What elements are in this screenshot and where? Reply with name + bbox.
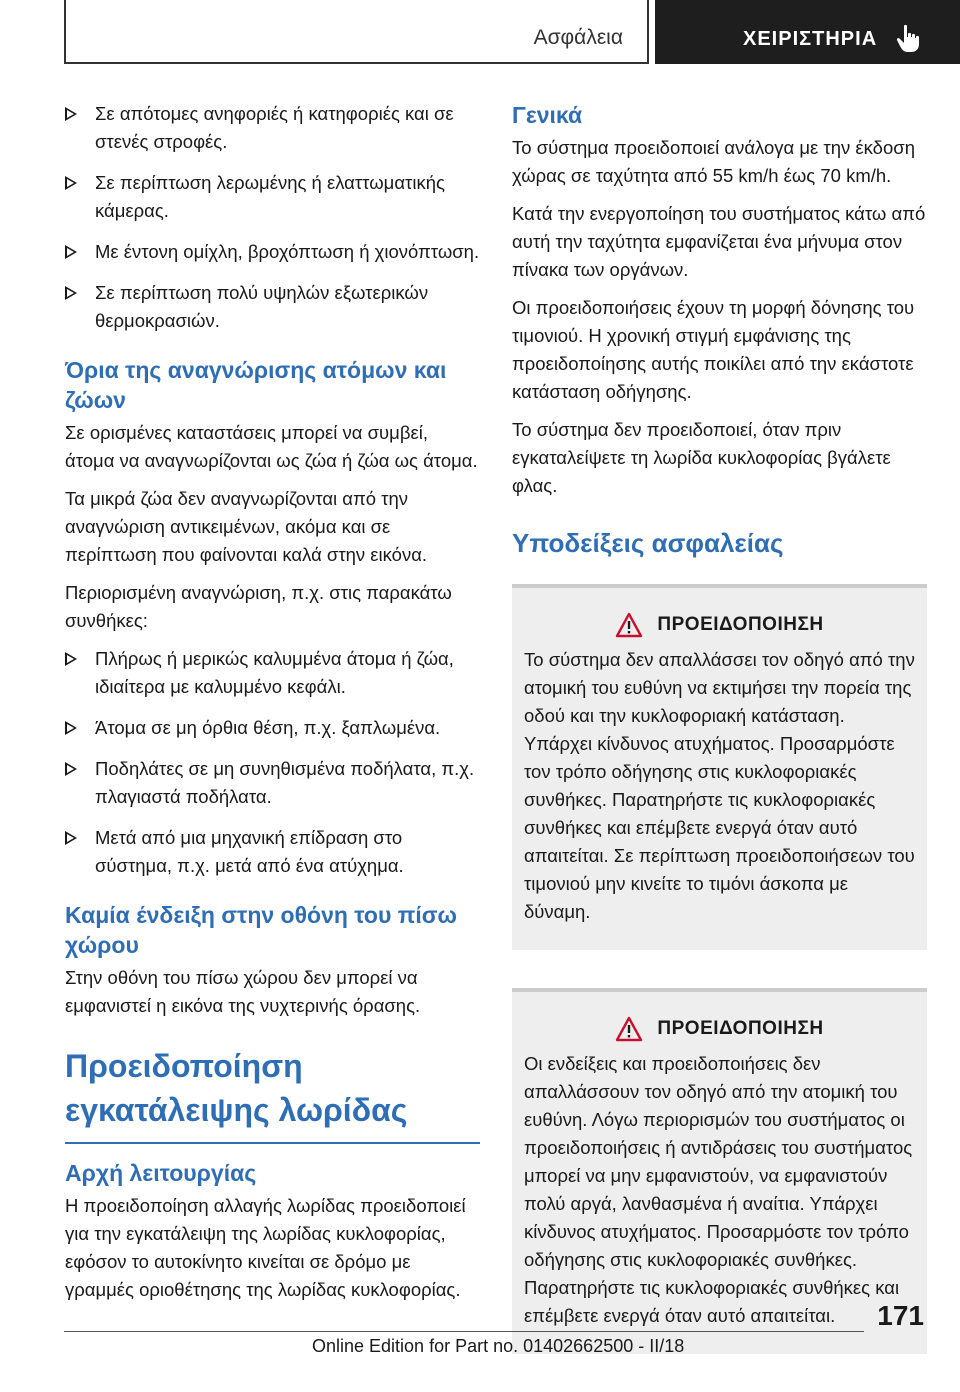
limits-paragraph-2: Τα μικρά ζώα δεν αναγνωρίζονται από την αναγνώριση αντικειμένων, ακόμα και σε περίπτωση που φαίνονται καλά στην εικόνα. (65, 488, 428, 565)
limits-paragraph-3: Περιορισμένη αναγνώριση, π.χ. στις παρακάτω συνθήκες: (65, 582, 452, 631)
edition-footer: Online Edition for Part no. 01402662500 - II/18 (312, 1336, 685, 1356)
warning-header (524, 612, 915, 638)
section-title: Ασφάλεια (533, 26, 623, 49)
warning-text: Το σύστημα δεν απαλλάσσει τον οδηγό από την ατομική του ευθύνη να εκτιμήσει την πορεία της οδού και την κυκλοφοριακή κατάσταση. Υπάρχει κίνδυνος ατυχήματος. Προσαρμόστε τον τρόπο οδήγησης στις κυκλοφοριακές συνθήκες. Παρατηρήστε τις κυκλοφοριακές συνθήκες και επέμβετε ενεργά όταν αυτό απαιτείται. Σε περίπτωση προειδοποιήσεων του τιμονιού μην κινείτε το τιμόνι άσκοπα με δύναμη. (524, 649, 915, 922)
warning-text: Οι ενδείξεις και προειδοποιήσεις δεν απαλλάσσουν τον οδηγό από την ατομική του ευθύνη. Λόγω περιορισμών του συστήματος οι προειδοποιήσεις ή αντιδράσεις του συστήματος μπορεί να μην εμφανιστούν, να εμφανιστούν πολύ αργά, λανθασμένα ή αναίτια. Υπάρχει κίνδυνος ατυχήματος. Προσαρμόστε τον τρόπο οδήγησης στις κυκλοφοριακές συνθήκες. Παρατηρήστε τις κυκλοφοριακές συνθήκες και επέμβετε ενεργά όταν αυτό απαιτείται. (524, 1053, 913, 1326)
warning-title: ΠΡΟΕΙΔΟΠΟΙΗΣΗ (657, 1018, 824, 1039)
general-paragraph-1: Το σύστημα προειδοποιεί ανάλογα με την έκδοση χώρας σε ταχύτητα από 55 km/h έως 70 km/h. (512, 137, 915, 186)
bullet-triangle-icon (65, 176, 77, 190)
list-item: Σε περίπτωση λερωμένης ή ελαττωματικής κάμερας. (65, 169, 480, 225)
list-item: Πλήρως ή μερικώς καλυμμένα άτομα ή ζώα, ιδιαίτερα με καλυμμένο κεφάλι. (65, 645, 480, 701)
list-item: Σε περίπτωση πολύ υψηλών εξωτερικών θερμοκρασιών. (65, 279, 480, 335)
limits-heading: Όρια της αναγνώρισης ατόμων και ζώων (65, 357, 447, 413)
left-column (65, 100, 480, 1314)
bullet-triangle-icon (65, 107, 77, 121)
rear-display-heading: Καμία ένδειξη στην οθόνη του πίσω χώρου (65, 902, 457, 958)
principle-heading: Αρχή λειτουργίας (65, 1160, 257, 1186)
warning-box-1 (512, 584, 927, 950)
principle-paragraph: Η προειδοποίηση αλλαγής λωρίδας προειδοποιεί για την εγκατάλειψη της λωρίδας κυκλοφορίας, εφόσον το αυτοκίνητο κινείται σε δρόμο με γραμμές οριοθέτησης της λωρίδας κυκλοφορίας. (65, 1195, 466, 1300)
warning-title: ΠΡΟΕΙΔΟΠΟΙΗΣΗ (657, 614, 824, 635)
bullet-triangle-icon (65, 652, 77, 666)
hand-pointer-icon (893, 22, 925, 54)
manual-section-label: ΧΕΙΡΙΣΤΗΡΙΑ (743, 28, 878, 50)
warning-header (524, 1016, 915, 1042)
list-item: Σε απότομες ανηφοριές ή κατηφοριές και σε στενές στροφές. (65, 100, 480, 156)
limits-paragraph-1: Σε ορισμένες καταστάσεις μπορεί να συμβεί, άτομα να αναγνωρίζονται ως ζώα ή ζώα ως άτομα. (65, 422, 478, 471)
right-column (512, 100, 927, 1392)
bullet-triangle-icon (65, 286, 77, 300)
list-item: Άτομα σε μη όρθια θέση, π.χ. ξαπλωμένα. (65, 714, 480, 742)
rear-display-paragraph: Στην οθόνη του πίσω χώρου δεν μπορεί να εμφανιστεί η εικόνα της νυχτερινής όρασης. (65, 967, 421, 1016)
manual-section-tab[interactable] (655, 0, 960, 64)
page-number: 171 (877, 1300, 924, 1331)
list-item: Μετά από μια μηχανική επίδραση στο σύστημα, π.χ. μετά από ένα ατύχημα. (65, 824, 480, 880)
lane-departure-heading: Προειδοποίηση εγκατάλειψης λωρίδας (65, 1048, 408, 1128)
warning-box-2 (512, 988, 927, 1354)
general-paragraph-3: Οι προειδοποιήσεις έχουν τη μορφή δόνησης του τιμονιού. Η χρονική στιγμή εμφάνισης της προειδοποίησης αυτής ποικίλει από την εκάστοτε κατάσταση οδήγησης. (512, 297, 915, 402)
list-item: Με έντονη ομίχλη, βροχόπτωση ή χιονόπτωση. (65, 238, 480, 266)
general-heading: Γενικά (512, 102, 583, 128)
general-paragraph-4: Το σύστημα δεν προειδοποιεί, όταν πριν εγκαταλείψετε τη λωρίδα κυκλοφορίας βγάλετε φλας. (512, 419, 891, 496)
bullet-triangle-icon (65, 245, 77, 259)
bullet-triangle-icon (65, 762, 77, 776)
safety-heading: Υποδείξεις ασφαλείας (512, 528, 784, 558)
bullet-triangle-icon (65, 721, 77, 735)
warning-triangle-icon (615, 1016, 643, 1042)
header-section-box (64, 0, 649, 64)
warning-triangle-icon (615, 612, 643, 638)
heading-divider (65, 1142, 480, 1144)
general-paragraph-2: Κατά την ενεργοποίηση του συστήματος κάτω από αυτή την ταχύτητα εμφανίζεται ένα μήνυμα στον πίνακα των οργάνων. (512, 203, 926, 280)
list-item: Ποδηλάτες σε μη συνηθισμένα ποδήλατα, π.χ. πλαγιαστά ποδήλατα. (65, 755, 480, 811)
footer-divider (64, 1331, 864, 1332)
bullet-triangle-icon (65, 831, 77, 845)
